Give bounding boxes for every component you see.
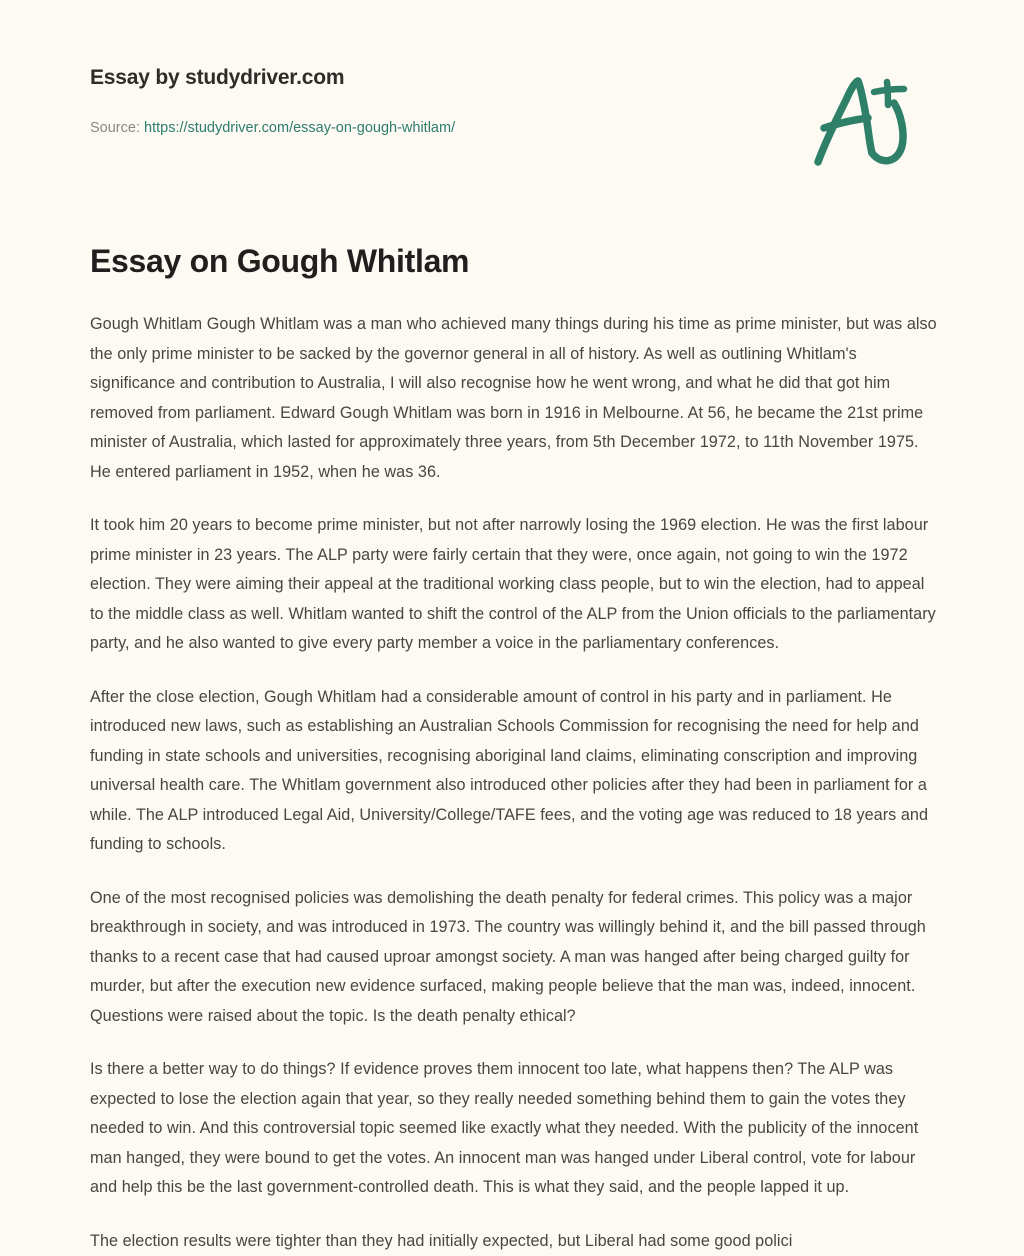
paragraph: Gough Whitlam Gough Whitlam was a man who achieved many things during his time as prime minister, but was also the only prime minister to be sacked by the governor general in all of history. As well as outlining Whitlam's significance and contribution to Australia, I will also recognise how he went wrong, and what he did that got him removed from parliament. Edward Gough Whitlam was born in 1916 in Melbourne. At 56, he became the 21st prime minister of Australia, which lasted for approximately three years, from 5th December 1972, to 11th November 1975. He entered parliament in 1952, when he was 36. [90, 310, 938, 487]
paragraph: The election results were tighter than they had initially expected, but Liberal had some good polici [90, 1227, 938, 1256]
paragraph: Is there a better way to do things? If evidence proves them innocent too late, what happens then? The ALP was expected to lose the election again that year, so they really needed something behind them to gain the votes they needed to win. And this controversial topic seemed like exactly what they needed. With the publicity of the innocent man hanged, they were bound to get the votes. An innocent man was hanged under Liberal control, vote for labour and help this be the last government-controlled death. This is what they said, and the people lapped it up. [90, 1055, 938, 1203]
paragraph: After the close election, Gough Whitlam had a considerable amount of control in his party and in parliament. He introduced new laws, such as establishing an Australian Schools Commission for recognising the need for help and funding in state schools and universities, recognising aboriginal land claims, eliminating conscription and improving universal health care. The Whitlam government also introduced other policies after they had been in parliament for a while. The ALP introduced Legal Aid, University/College/TAFE fees, and the voting age was reduced to 18 years and funding to schools. [90, 683, 938, 860]
article-body [90, 310, 938, 1256]
brand-title: Essay by studydriver.com [90, 66, 344, 90]
a-plus-logo-icon [808, 70, 912, 172]
paragraph: It took him 20 years to become prime minister, but not after narrowly losing the 1969 election. He was the first labour prime minister in 23 years. The ALP party were fairly certain that they were, once again, not going to win the 1972 election. They were aiming their appeal at the traditional working class people, but to win the election, had to appeal to the middle class as well. Whitlam wanted to shift the control of the ALP from the Union officials to the parliamentary party, and he also wanted to give every party member a voice in the parliamentary conferences. [90, 511, 938, 659]
source-line [90, 118, 455, 138]
source-label: Source: [90, 120, 140, 136]
source-url-link[interactable]: https://studydriver.com/essay-on-gough-whitlam/ [144, 120, 455, 136]
article [90, 240, 938, 1256]
paragraph: One of the most recognised policies was demolishing the death penalty for federal crimes. This policy was a major breakthrough in society, and was introduced in 1973. The country was willingly behind it, and the bill passed through thanks to a recent case that had caused uproar amongst society. A man was hanged after being charged guilty for murder, but after the execution new evidence surfaced, making people believe that the man was, indeed, innocent. Questions were raised about the topic. Is the death penalty ethical? [90, 884, 938, 1032]
page-title: Essay on Gough Whitlam [90, 240, 938, 282]
page-header [0, 0, 1024, 190]
